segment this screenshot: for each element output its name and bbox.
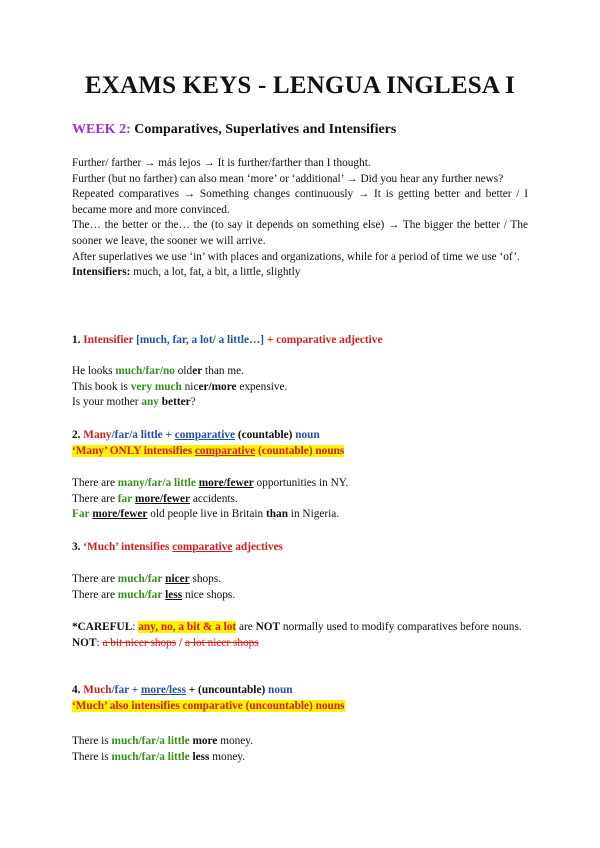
week-topic: Comparatives, Superlatives and Intensifiers xyxy=(134,122,397,137)
highlight-note: ‘Much’ also intensifies comparative (uncountable) nouns xyxy=(72,699,345,712)
intensifier-word: Intensifier xyxy=(83,334,137,346)
intensifiers-text: much, a lot, fat, a bit, a little, slightly xyxy=(130,266,301,279)
section-2-examples xyxy=(72,476,528,523)
section-3-heading: 3. ‘Much’ intensifies comparative adjectives xyxy=(72,541,283,553)
example-line: There is much/far/a little more money. xyxy=(72,735,254,747)
intensifiers-label: Intensifiers: xyxy=(72,266,131,279)
example-line: He looks much/far/no older than me. xyxy=(72,365,244,377)
section-4-examples xyxy=(72,734,528,765)
example-line: There are many/far/a little more/fewer opportunities in NY. xyxy=(72,477,349,489)
intro-line-3: Repeated comparatives → Something changes continuously → It is getting better and better / I became more and more convinced. xyxy=(72,188,528,216)
intro-block xyxy=(72,156,528,281)
section-1-heading xyxy=(72,333,528,349)
section-number: 1. xyxy=(72,334,84,346)
example-line: There are far more/fewer accidents. xyxy=(72,492,238,505)
highlight-note: ‘Many’ ONLY intensifies comparative (countable) nouns xyxy=(72,444,345,457)
intro-line-1: Further/ farther → más lejos → It is further/farther than I thought. xyxy=(72,157,371,169)
section-1-examples xyxy=(72,364,528,411)
example-line: There are much/far nicer shops. xyxy=(72,573,222,585)
example-line: There are much/far less nice shops. xyxy=(72,588,236,601)
section-3-examples xyxy=(72,572,528,603)
section-4-heading: 4. Much/far + more/less + (uncountable) noun ‘Much’ also intensifies comparative (uncountable) nouns xyxy=(72,684,345,712)
example-line: There is much/far/a little less money. xyxy=(72,750,246,763)
intensifiers-line xyxy=(72,265,528,281)
intro-line-5: After superlatives we use ‘in’ with places and organizations, while for a period of time we use ‘of’. xyxy=(72,250,520,263)
careful-note: *CAREFUL: any, no, a bit & a lot are NOT normally used to modify comparatives before nouns. NOT: a bit nicer shops / a lot nicer shops xyxy=(72,621,522,649)
week-heading xyxy=(72,122,396,138)
intro-line-2: Further (but no farther) can also mean ‘more’ or ‘additional’ → Did you hear any further news? xyxy=(72,172,504,185)
example-line: Far more/fewer old people live in Britain than in Nigeria. xyxy=(72,508,340,521)
intensifier-list: [much, far, a lot/ a little…] xyxy=(136,334,265,346)
example-line: This book is very much nicer/more expensive. xyxy=(72,380,288,393)
example-line: Is your mother any better? xyxy=(72,396,196,409)
section-2-heading: 2. Many/far/a little + comparative (countable) noun ‘Many’ ONLY intensifies comparative (countable) nouns xyxy=(72,429,345,457)
comparative-adjective-text: + comparative adjective xyxy=(264,334,383,346)
week-label: WEEK 2: xyxy=(72,122,131,137)
intro-line-4: The… the better or the… the (to say it depends on something else) → The bigger the better / The sooner we leave, the sooner we will arrive. xyxy=(72,219,528,247)
page-title: EXAMS KEYS - LENGUA INGLESA I xyxy=(84,72,516,99)
